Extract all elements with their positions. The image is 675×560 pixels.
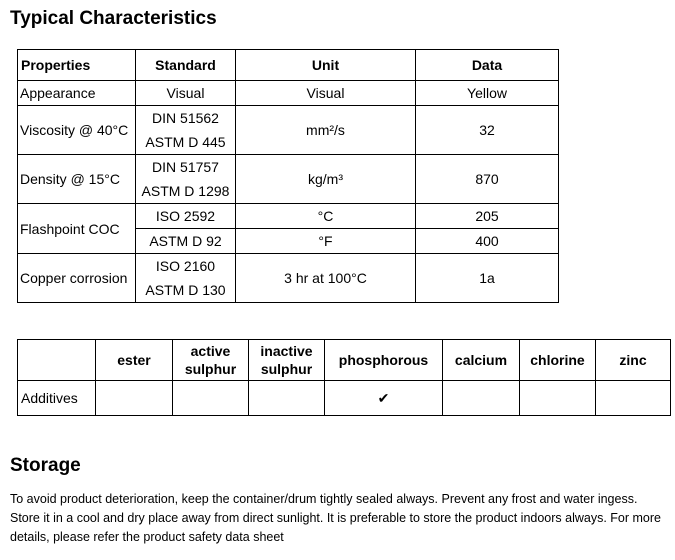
ester-cell (96, 381, 173, 416)
standard-cell (136, 106, 236, 155)
header-empty (18, 340, 96, 381)
standard-value: Visual (136, 81, 236, 106)
calcium-cell (443, 381, 520, 416)
header-phosphorous: phosphorous (325, 340, 443, 381)
unit-value: Visual (236, 81, 416, 106)
additives-label: Additives (18, 381, 96, 416)
table-row (18, 204, 559, 229)
header-data: Data (416, 50, 559, 81)
inactive-sulphur-cell (249, 381, 325, 416)
header-ester: ester (96, 340, 173, 381)
chlorine-cell (520, 381, 596, 416)
characteristics-table (17, 49, 559, 303)
property-name: Copper corrosion (18, 254, 136, 303)
data-value: 870 (416, 155, 559, 204)
property-name: Viscosity @ 40°C (18, 106, 136, 155)
table-row (18, 155, 559, 204)
unit-value: mm²/s (236, 106, 416, 155)
table-row (18, 81, 559, 106)
standard-value: DIN 51562 (152, 110, 219, 126)
unit-value: °C (236, 204, 416, 229)
standard-value: DIN 51757 (152, 159, 219, 175)
header-unit: Unit (236, 50, 416, 81)
header-zinc: zinc (596, 340, 671, 381)
header-calcium: calcium (443, 340, 520, 381)
property-name: Appearance (18, 81, 136, 106)
unit-value: 3 hr at 100°C (236, 254, 416, 303)
standard-value: ASTM D 92 (136, 229, 236, 254)
additives-row (18, 381, 671, 416)
page-title: Typical Characteristics (10, 8, 217, 29)
standard-value: ISO 2160 (155, 258, 216, 274)
standard-cell (136, 254, 236, 303)
data-value: 205 (416, 204, 559, 229)
phosphorous-check-icon: ✔ (325, 381, 443, 416)
standard-cell (136, 155, 236, 204)
unit-value: kg/m³ (236, 155, 416, 204)
data-value: 32 (416, 106, 559, 155)
standard-value: ASTM D 445 (145, 134, 226, 150)
additives-header-row (18, 340, 671, 381)
standard-value: ASTM D 1298 (141, 183, 230, 199)
unit-value: °F (236, 229, 416, 254)
property-name: Flashpoint COC (18, 204, 136, 254)
header-properties: Properties (18, 50, 136, 81)
header-standard: Standard (136, 50, 236, 81)
active-sulphur-cell (173, 381, 249, 416)
standard-value: ASTM D 130 (145, 282, 226, 298)
table-row (18, 254, 559, 303)
table-row (18, 106, 559, 155)
additives-table (17, 339, 671, 416)
storage-title: Storage (10, 455, 81, 476)
header-chlorine: chlorine (520, 340, 596, 381)
storage-text: To avoid product deterioration, keep the container/drum tightly sealed always. Prevent any frost and water ingess. Store it in a cool and dry place away from direct sunlight. It is preferable to store the product indoors always. For more details, please refer the product safety data sheet (10, 492, 662, 544)
table-header-row (18, 50, 559, 81)
zinc-cell (596, 381, 671, 416)
data-value: 400 (416, 229, 559, 254)
header-active-sulphur: active sulphur (173, 340, 249, 381)
property-name: Density @ 15°C (18, 155, 136, 204)
data-value: 1a (416, 254, 559, 303)
data-value: Yellow (416, 81, 559, 106)
header-inactive-sulphur: inactive sulphur (249, 340, 325, 381)
standard-value: ISO 2592 (136, 204, 236, 229)
